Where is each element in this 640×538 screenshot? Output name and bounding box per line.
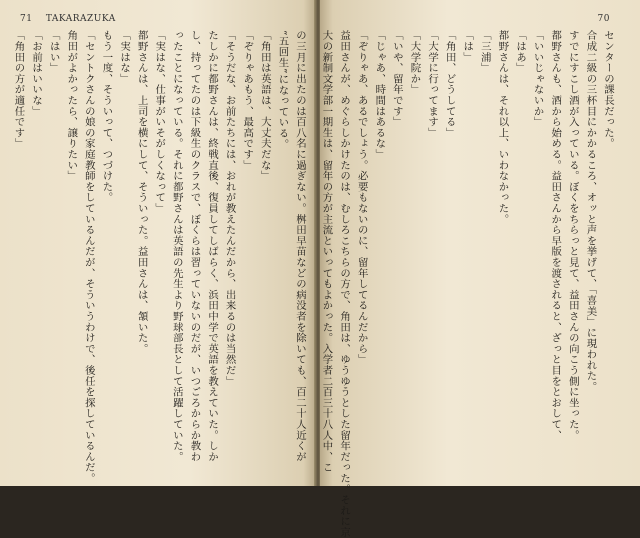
left-page-number: 71	[20, 14, 33, 24]
left-page-body	[12, 30, 308, 484]
text-line: 「は」	[461, 30, 474, 63]
text-line: 都野さんも、酒から始める。益田さんから早版を渡されると、ざっと目をとおして、	[549, 30, 562, 441]
text-line: 「ぞりゃあ、あるでしょう。必要もないのに、留年してるんだから」	[355, 30, 368, 365]
text-line: 「いいじゃないか」	[531, 30, 544, 128]
text-line: 「角田は英語は、大丈夫だな」	[258, 30, 271, 182]
text-line: 「はい」	[47, 30, 60, 74]
text-line: 「角田の方が適任です」	[12, 30, 25, 149]
text-line: 益田さんが、めぐらしかけたのは、むしろこちらの方で、角田は、ゆうゆうとした留年だった。それに京	[338, 30, 351, 538]
text-line: すでにすこし酒が入っている。ぼくをちらっと見て、益田さんの向こう側に坐った。	[566, 30, 579, 441]
text-line: し、持ってたのは下級生のクラスで、ぼくらは習っていないのだが、いつごろからか教わ	[188, 30, 201, 462]
text-line: の三月に出たのは百八名に過ぎない。桝田早苗などの病没者を除いても、百二十人近くが	[294, 30, 306, 462]
text-line: 都野さんは、それ以上、いわなかった。	[496, 30, 509, 225]
text-line: 「はあ」	[514, 30, 527, 74]
text-line: ったことになっている。それに都野さんは英語の先生より野球部長として活躍していた。	[170, 30, 183, 462]
left-page-header	[20, 14, 116, 24]
text-line: 「大学に行ってます」	[426, 30, 439, 138]
text-line: 角田がよかったら、譲りたい」	[65, 30, 78, 182]
text-line: 「じゃあ、時間はあるな」	[373, 30, 386, 160]
text-line: 「三浦」	[478, 30, 491, 74]
text-line: 「いや、留年です」	[390, 30, 403, 128]
text-line: もう一度、そういって、つづけた。	[100, 30, 113, 203]
text-line: 「実はな」	[118, 30, 131, 84]
text-line: センターの課長だった。	[602, 30, 614, 149]
text-line: たしかに都野さんは、終戦直後、復員してしばらく、浜田中学で英語を教えていた。しか	[206, 30, 219, 462]
text-line: “五回生”になっている。	[276, 30, 289, 150]
right-page-header	[598, 14, 610, 24]
text-line: 「セントクさんの娘の家庭教師をしているんだが、そういうわけで、後任を探しているんだ。	[82, 30, 95, 484]
running-head: TAKARAZUKA	[45, 14, 116, 24]
text-line: 「実はな、仕事がいそがしくなって」	[153, 30, 166, 214]
text-line: 「ぞりゃあもう、最高です」	[241, 30, 254, 171]
text-line: 「お前はいいな」	[30, 30, 43, 117]
text-line: 「大学院か」	[408, 30, 421, 95]
text-line: 大の新制文学部一期生は、留年の方が主流といってもよかった。入学者二百三十八人中、こ	[320, 30, 333, 473]
text-line: 「そうだな、お前たちには、おれが教えたんだから、出来るのは当然だ」	[223, 30, 236, 387]
text-line: 「角田、どうしてる」	[443, 30, 456, 138]
text-line: 都野さんは、上司を横にして、そういった。益田さんは、頷いた。	[135, 30, 148, 354]
right-page-body	[320, 30, 616, 538]
right-page-number: 70	[597, 14, 610, 24]
text-line: 合成二級の三杯目にかかるころ、オッと声を挙げて、「喜美」に現われた。	[584, 30, 597, 392]
